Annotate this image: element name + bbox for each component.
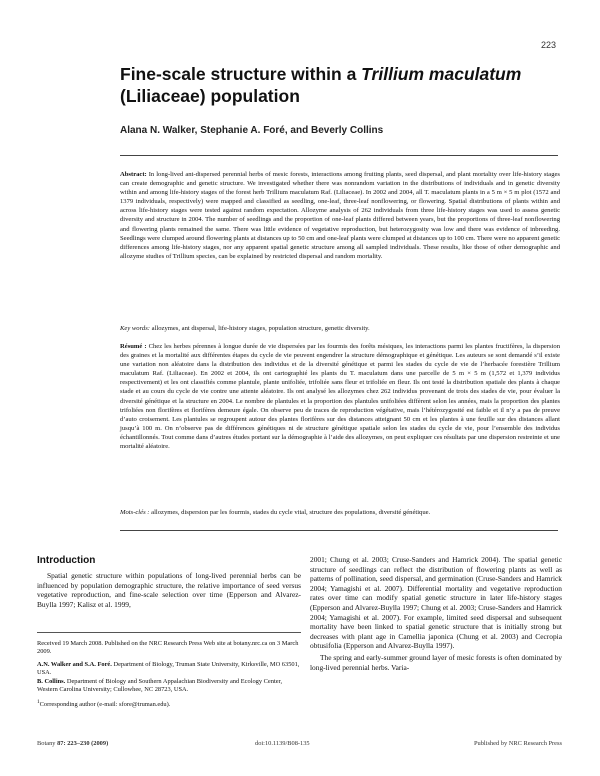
footnote: [37, 640, 301, 710]
footnote-received: Received 19 March 2008. Published on the NRC Research Press Web site at botany.nrc.ca on 3 March 2009.: [37, 640, 299, 656]
intro-right-text-1: 2001; Chung et al. 2003; Cruse-Sanders and Hamrick 2004). The spatial genetic structure of seedlings can reflect the distribution of flowering plants as well as patterns of pollination, seed dispersal, and germination (Cruse-Sanders and Hamrick 2004; Yamagishi et al. 2007). Differential mortality and vegetative reproduction rates over time can modify spatial genetic structure in later life-history stages (Epperson and Alvarez-Buylla 1997; Chung et al. 2003; Cruse-Sanders and Hamrick 2004; Yamagishi et al. 2007). For example, limited seed dispersal and subsequent mortality have been linked to spatial genetic structure that is initially strong but decreases with plant age in Camellia japonica (Chung et al. 2003) and Cecropia obtusifolia (Epperson and Alvarez-Buylla 1997).: [310, 555, 562, 651]
footnote-aff2: [37, 678, 301, 695]
authors: Alana N. Walker, Stephanie A. Foré, and Beverly Collins: [120, 125, 384, 136]
resume: [120, 342, 560, 451]
keywords: [120, 324, 560, 333]
footer-cite: 87: 223–230 (2009): [57, 740, 109, 747]
footer-citation: [37, 740, 108, 747]
article-title: [120, 63, 540, 107]
aff1-text: Department of Biology, Truman State University, Kirksville, MO 63501, USA.: [37, 660, 300, 677]
rule-bottom: [120, 530, 558, 531]
resume-text: Chez les herbes pérennes à longue durée de vie dispersées par les fourmis des forêts mésiques, les interactions parmi les plantes fructifères, la dispersion des graines et la mortalité aux différentes étapes du cycle de vie peuvent engendrer la structure démographique et génétique. Les auteurs se sont demandé s’il existe une variation non aléatoire dans la distribution des individus et de la diversité génétique et parmi les stades du cycle de vie de l’herbacée forestière Trillium maculatum Raf. (Liliaceae). En 2002 et 2004, ils ont cartographié les plants du T. maculatum dans une parcelle de 5 m × 5 m (1,572 et 1,379 individus respectivement) et les ont classifiés comme plantule, plante unifoliée, trifoliée sans fleur et trifoliée en fleur. Ils ont testé la distribution spatiale des plants à chaque stade et au cours du cycle de vie contre une attente aléatoire. Ils ont analysé les allozymes chez 262 individus provenant de trois des stades de vie, pour évaluer la diversité génétique et la structure en 2004. Le nombre de plantules et la proportion des plantules unifoliées diffèrent selon les années, mais la proportion des plantes trifoliées non florifères et florifères demeure égale. On observe peu de traces de reproduction végétative, mais l’hétérozygosité est faible et il n’y a pas de preuve d’auto croisement. Les plantules se regroupent autour des plantes florifères sur des distances atteignant 50 cm et les plantes à une feuille sur des distances allant jusqu’à 100 m. On n’observe pas de différences génétiques ni de structure génétique spatiale selon les stades du cycle de vie, pour l’ensemble des individus échantillonnés. Tout comme dans d’autres études portant sur la démographie à l’aide des allozymes, on peut expliquer ces résultats par une dispersion restreinte et une mortalité aléatoire.: [120, 343, 561, 451]
aff2-names: B. Collins.: [37, 677, 66, 685]
intro-heading: Introduction: [37, 555, 96, 566]
mots-cles-text: allozymes, dispersion par les fourmis, stades du cycle vital, structure des populations, diversité génétique.: [151, 509, 431, 516]
intro-right-text-2: The spring and early-summer ground layer of mesic forests is often dominated by long-lived perennial herbs. Varia-: [310, 652, 562, 672]
title-italic: Trillium maculatum: [361, 64, 522, 84]
rule-top: [120, 155, 558, 156]
footer-publisher: Published by NRC Research Press: [473, 740, 562, 747]
aff2-text: Department of Biology and Southern Appalachian Biodiversity and Ecology Center, Western Carolina University; Cullowhee, NC 28723, USA.: [37, 677, 283, 694]
resume-label: Résumé :: [120, 343, 147, 350]
footer-doi: doi:10.1139/B08-135: [255, 740, 310, 747]
footer-journal: Botany: [37, 740, 56, 747]
title-part1: Fine-scale structure within a: [120, 64, 362, 84]
footnote-corresponding: $^1$Corresponding author (e-mail: sfore@truman.edu).: [37, 699, 171, 709]
abstract-label: Abstract:: [120, 171, 147, 178]
footnote-aff1: [37, 661, 301, 678]
keywords-text: allozymes, ant dispersal, life-history stages, population structure, genetic diversity.: [151, 325, 370, 332]
aff1-names: A.N. Walker and S.A. Foré.: [37, 660, 112, 668]
intro-left-column: [37, 571, 301, 609]
abstract: [120, 170, 560, 261]
intro-right-column: [310, 555, 562, 672]
footnote-rule: [37, 632, 301, 633]
keywords-label: Key words:: [120, 325, 150, 332]
intro-left-text: Spatial genetic structure within populations of long-lived perennial herbs can be influenced by population demographic structure, the relative importance of seed versus vegetative reproduction, and fine-scale selection over time (Epperson and Alvarez-Buylla 1997; Kalisz et al. 1999,: [37, 571, 301, 609]
mots-cles: [120, 508, 560, 517]
abstract-text: In long-lived ant-dispersed perennial herbs of mesic forests, interactions among fruiting plants, seed dispersal, and plant mortality over life-history stages can create demographic and genetic structure. We investigated whether there was nonrandom variation in the distributions of individuals and in genetic diversity within and among life-history stages of the forest herb Trillium maculatum Raf. (Liliaceae). In 2002 and 2004, all T. maculatum plants in a 5 m × 5 m plot (1572 and 1379 individuals, respectively) were mapped and classified as seedling, one-leaf, three-leaf nonflowering, or flowering. Spatial distributions of plants within and across life-history stages were tested against random expectation. Allozyme analysis of 262 individuals from three life-history stages was used to assess genetic diversity and structure in 2004. The number of seedlings and the proportion of one-leaf plants differed between years, but the proportions of three-leaf nonflowering and flowering plants remained the same. There was little evidence of vegetative reproduction, but heterozygosity was low and there was evidence of inbreeding. Seedlings were clumped around flowering plants at distances up to 50 cm and one-leaf plants were clumped at distances up to 100 cm. There were no apparent genetic differences among life-history stages, nor any apparent spatial genetic structure among all sampled individuals. These results, like those of other demographic and allozyme studies of Trillium species, can be explained by restricted dispersal and random mortality.: [120, 171, 560, 260]
mots-cles-label: Mots-clés :: [120, 509, 150, 516]
page-number: 223: [540, 40, 556, 50]
title-part2: (Liliaceae) population: [120, 86, 300, 106]
